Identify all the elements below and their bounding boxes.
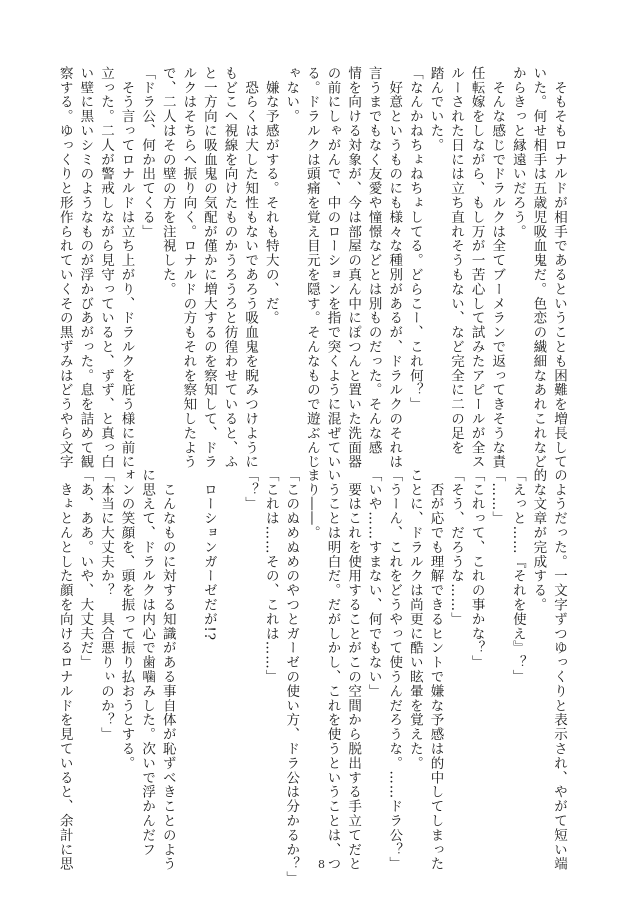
- text-line: そんな感じでドラルクは全てブーメランで返ってきそうな責: [489, 66, 506, 470]
- text-line: 「ドラ公、何か出てくる」: [139, 66, 156, 239]
- text-line: 「本当に大丈夫か？ 具合悪りぃのか？」: [97, 468, 114, 742]
- text-line: 要はこれを使用することがこの空間から脱出する手立てだと: [345, 468, 362, 872]
- text-line: 否が応でも理解できるヒントで嫌な予感は的中してしまった: [427, 468, 444, 872]
- text-line: ゃない。: [283, 66, 300, 124]
- text-line: 「このぬめぬめのやつとガーゼの使い方、ドラ公は分かるか？」: [283, 468, 300, 886]
- text-line: 情を向ける対象が、今は部屋の真ん中にぽつんと置いた洗面器: [345, 66, 362, 470]
- text-line: こんなものに対する知識がある事自体が恥ずべきことのよう: [159, 468, 176, 872]
- text-line: る。ドラルクは頭痛を覚え目元を隠す。そんなもので遊ぶんじ: [303, 66, 320, 470]
- text-line: に思えて、ドラルクは内心で歯噛みした。次いで浮かんだフ: [139, 468, 156, 857]
- text-line: 「うーん、これをどうやって使うんだろうな。……ドラ公？」: [386, 468, 403, 872]
- text-line: まり――。: [303, 468, 320, 540]
- text-line: もどこへ視線を向けたものかうろうろと彷徨わせていると、ふ: [221, 66, 238, 470]
- text-line: 的な文章が完成する。: [530, 468, 547, 612]
- text-line: い壁に黒いシミのようなものが浮かびあがった。息を詰めて観: [77, 66, 94, 470]
- text-line: 好意というものにも様々な種別があるが、ドラルクのそれは: [386, 66, 403, 470]
- text-line: と一方向に吸血鬼の気配が僅かに増大するのを察知して、ドラ: [200, 66, 217, 470]
- text-line: 嫌な予感がする。それも特大の、だ。: [262, 66, 279, 326]
- text-line: ルクはそちらへ振り向く。ロナルドの方もそれを察知したよう: [180, 66, 197, 470]
- text-line: 言うまでもなく友愛や憧憬などとは別ものだった。そんな感: [365, 66, 382, 455]
- text-line: いうことは明白だ。だがしかし、これを使うということは、つ: [324, 468, 341, 872]
- text-line: そう言ってロナルドは立ち上がり、ドラルクを庇う様に前に: [118, 66, 135, 470]
- text-line: 「いや……すまない、何でもない」: [365, 468, 382, 699]
- text-line: 「そう、だろうな……」: [448, 468, 465, 627]
- text-line: 恐らくは大した知性もないであろう吸血鬼を睨みつけように: [242, 66, 259, 470]
- text-line: からきっと縁遠いだろう。: [509, 66, 526, 239]
- text-line: のようだった。一文字ずつゆっくりと表示され、やがて短い端: [551, 468, 567, 872]
- text-line: いた。何せ相手は五歳児吸血鬼だ。色恋の繊細なあれこれなど: [530, 66, 547, 470]
- text-line: で、二人はその壁の方を注視した。: [159, 66, 176, 297]
- text-line: の前にしゃがんで、中のローションを指で突くように混ぜてい: [324, 66, 341, 470]
- text-line: ルーされた日には立ち直れそうもない、など完全に二の足を: [448, 66, 465, 455]
- text-line: 「えっと……『それを使え』？」: [509, 468, 526, 684]
- text-line: きょとんとした顔を向けるロナルドを見ていると、余計に思: [56, 468, 73, 872]
- text-line: ローションガーゼだが!?: [200, 468, 217, 641]
- text-line: [178, 468, 199, 836]
- text-line: 踏んでいた。: [427, 66, 444, 153]
- page-number: 8: [318, 858, 325, 871]
- text-line: 「なんかねちょねちょしてる。どらこー、これ何？」: [406, 66, 423, 412]
- text-line: ことに、ドラルクは尚更に酷い眩暈を覚えた。: [406, 468, 423, 771]
- text-line: そもそもロナルドが相手であるということも困難を増長して: [551, 66, 567, 470]
- text-line: 「これは……その、これは……」: [262, 468, 279, 684]
- text-line: [219, 468, 240, 836]
- text-line: ォンの笑顔を、頭を振って振り払おうとする。: [118, 468, 135, 771]
- text-block-bottom: [56, 468, 569, 886]
- text-line: 「これって、これの事かな？」: [468, 468, 485, 670]
- text-line: 立った。二人が警戒しながら見守っていると、ずず、と真っ白: [97, 66, 114, 470]
- text-line: 「……」: [489, 468, 506, 526]
- text-line: 任転嫁をしながら、もし万が一苦心して試みたアピールが全ス: [468, 66, 485, 470]
- text-line: 察する。ゆっくりと形作られていくその黒ずみはどうやら文字: [56, 66, 73, 470]
- text-line: 「？」: [242, 468, 259, 512]
- text-block-top: [56, 66, 569, 470]
- text-line: 「あ、ああ。いや、大丈夫だ」: [77, 468, 94, 670]
